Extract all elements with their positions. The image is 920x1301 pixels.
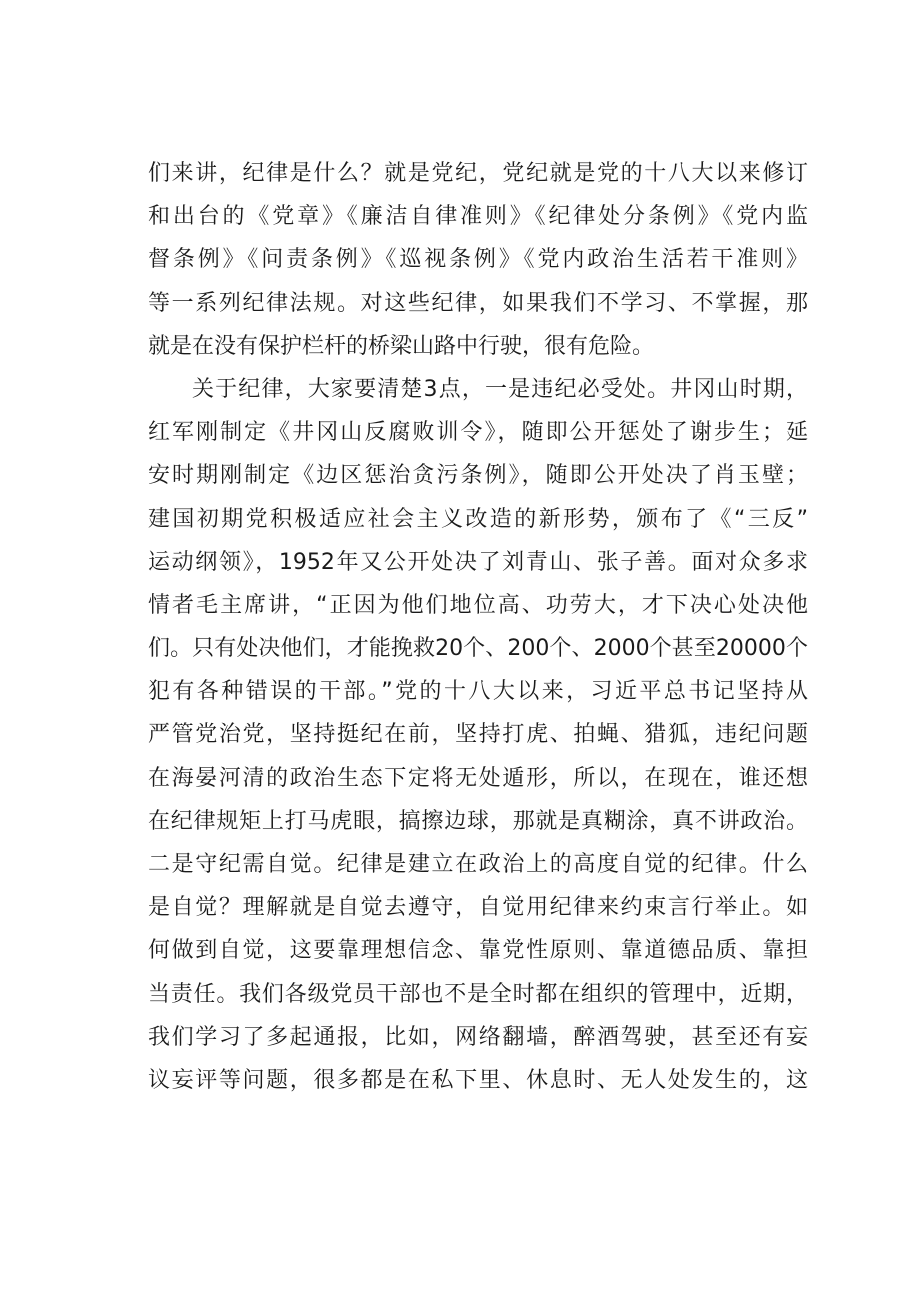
text-line: 当责任。我们各级党员干部也不是全时都在组织的管理中，近期， xyxy=(148,981,808,1007)
text-line: 我们学习了多起通报，比如，网络翻墙，醉酒驾驶，甚至还有妄 xyxy=(148,1024,808,1050)
paragraph-first-line: 关于纪律，大家要清楚3点，一是违纪必受处。井冈山时期， xyxy=(192,376,808,402)
text-line: 严管党治党，坚持挺纪在前，坚持打虎、拍蝇、猎狐，违纪问题 xyxy=(148,722,808,748)
text-line: 们来讲，纪律是什么？就是党纪，党纪就是党的十八大以来修订 xyxy=(148,161,808,186)
text-line: 在海晏河清的政治生态下定将无处遁形，所以，在现在，谁还想 xyxy=(148,765,808,791)
text-line: 就是在没有保护栏杆的桥梁山路中行驶，很有危险。 xyxy=(148,333,655,359)
text-line: 何做到自觉，这要靠理想信念、靠党性原则、靠道德品质、靠担 xyxy=(148,938,808,964)
text-line: 是自觉？理解就是自觉去遵守，自觉用纪律来约束言行举止。如 xyxy=(148,895,808,921)
text-line: 运动纲领》，1952年又公开处决了刘青山、张子善。面对众多求 xyxy=(148,549,808,575)
text-line: 二是守纪需自觉。纪律是建立在政治上的高度自觉的纪律。什么 xyxy=(148,852,808,877)
text-line: 建国初期党积极适应社会主义改造的新形势，颁布了《“三反” xyxy=(148,506,808,532)
text-line: 红军刚制定《井冈山反腐败训令》，随即公开惩处了谢步生；延 xyxy=(148,420,808,446)
text-line: 在纪律规矩上打马虎眼，搞擦边球，那就是真糊涂，真不讲政治。 xyxy=(148,808,808,834)
body-text xyxy=(148,152,808,1102)
text-line: 们。只有处决他们，才能挽救20个、200个、2000个甚至20000个 xyxy=(148,636,808,662)
text-line: 犯有各种错误的干部。”党的十八大以来，习近平总书记坚持从 xyxy=(148,679,808,705)
text-line: 督条例》《问责条例》《巡视条例》《党内政治生活若干准则》 xyxy=(148,247,808,273)
text-line: 安时期刚制定《边区惩治贪污条例》，随即公开处决了肖玉壁； xyxy=(148,463,808,489)
text-line: 情者毛主席讲，“正因为他们地位高、功劳大，才下决心处决他 xyxy=(148,592,808,618)
text-line: 等一系列纪律法规。对这些纪律，如果我们不学习、不掌握，那 xyxy=(148,290,808,316)
text-line: 议妄评等问题，很多都是在私下里、休息时、无人处发生的，这 xyxy=(148,1067,808,1093)
text-line: 和出台的《党章》《廉洁自律准则》《纪律处分条例》《党内监 xyxy=(148,204,808,230)
